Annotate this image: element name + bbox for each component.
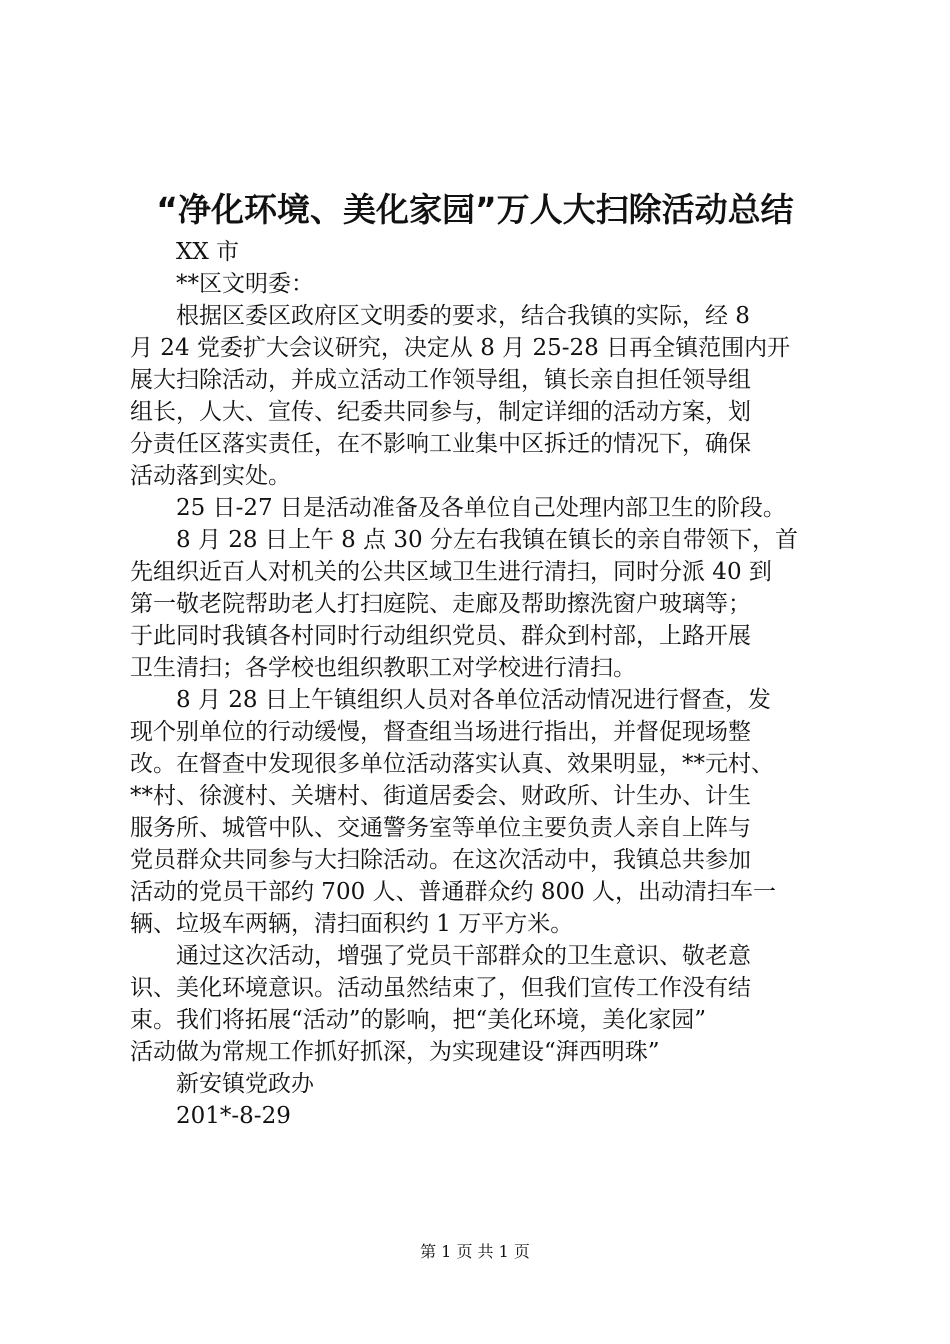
paragraph-line: **村、徐渡村、关塘村、街道居委会、财政所、计生办、计生 [130,783,751,809]
paragraph-line: 月 24 党委扩大会议研究，决定从 8 月 25-28 日再全镇范围内开 [130,335,791,361]
date-line: 201*-8-29 [176,1103,291,1129]
paragraph-line: 识、美化环境意识。活动虽然结束了，但我们宣传工作没有结 [130,975,751,1001]
document-body [130,236,830,1132]
paragraph-line: 8 月 28 日上午 8 点 30 分左右我镇在镇长的亲自带领下，首 [176,527,798,553]
paragraph-line: 25 日-27 日是活动准备及各单位自己处理内部卫生的阶段。 [176,495,786,521]
recipient-line: **区文明委： [176,271,314,297]
paragraph-line: 先组织近百人对机关的公共区域卫生进行清扫，同时分派 40 到 [130,559,772,585]
paragraph-line: 活动落到实处。 [130,463,291,489]
paragraph-line: 党员群众共同参与大扫除活动。在这次活动中，我镇总共参加 [130,847,751,873]
signature-line: 新安镇党政办 [176,1071,314,1097]
recipient-line: XX 市 [176,239,240,265]
paragraph-line: 8 月 28 日上午镇组织人员对各单位活动情况进行督查，发 [176,687,771,713]
paragraph-line: 第一敬老院帮助老人打扫庭院、走廊及帮助擦洗窗户玻璃等； [130,591,751,617]
paragraph-line: 辆、垃圾车两辆，清扫面积约 1 万平方米。 [130,911,574,937]
paragraph-line: 于此同时我镇各村同时行动组织党员、群众到村部，上路开展 [130,623,751,649]
paragraph-line: 活动的党员干部约 700 人、普通群众约 800 人，出动清扫车一 [130,879,777,905]
paragraph-line: 通过这次活动，增强了党员干部群众的卫生意识、敬老意 [176,943,751,969]
paragraph-line: 卫生清扫；各学校也组织教职工对学校进行清扫。 [130,655,636,681]
paragraph-line: 束。我们将拓展“活动”的影响，把“美化环境，美化家园” [130,1007,707,1033]
paragraph-line: 改。在督查中发现很多单位活动落实认真、效果明显，**元村、 [130,751,774,777]
paragraph-line: 根据区委区政府区文明委的要求，结合我镇的实际，经 8 [176,303,750,329]
page-number: 第 1 页 共 1 页 [420,1242,530,1261]
paragraph-line: 服务所、城管中队、交通警务室等单位主要负责人亲自上阵与 [130,815,751,841]
paragraph-line: 分责任区落实责任，在不影响工业集中区拆迁的情况下，确保 [130,431,751,457]
paragraph-line: 展大扫除活动，并成立活动工作领导组，镇长亲自担任领导组 [130,367,751,393]
paragraph-line: 活动做为常规工作抓好抓深，为实现建设“湃西明珠” [130,1039,660,1065]
document-title: “净化环境、美化家园”万人大扫除活动总结 [156,190,794,229]
paragraph-line: 组长，人大、宣传、纪委共同参与，制定详细的活动方案，划 [130,399,751,425]
paragraph-line: 现个别单位的行动缓慢，督查组当场进行指出，并督促现场整 [130,719,751,745]
